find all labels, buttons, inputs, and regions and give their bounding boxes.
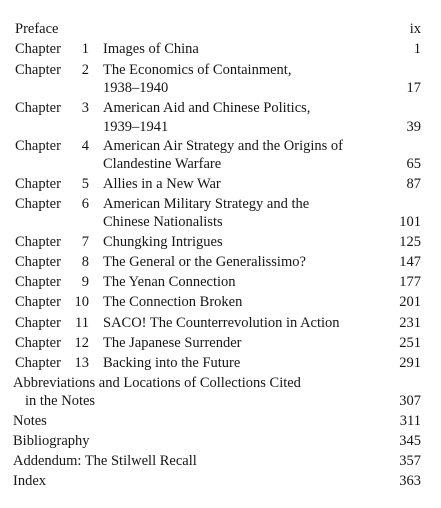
chapter-word: Chapter (15, 196, 61, 212)
chapter-title: Images of China (103, 41, 199, 57)
back-matter-title: Addendum: The Stilwell Recall (13, 453, 197, 469)
chapter-number: 9 (81, 274, 89, 290)
chapter-title: SACO! The Counterrevolution in Action (103, 315, 340, 331)
chapter-page-number: 87 (406, 176, 421, 192)
chapter-word: Chapter (15, 176, 61, 192)
chapter-page-number: 39 (406, 119, 421, 135)
toc-entry-chapter-6-continued (0, 213, 441, 231)
chapter-word: Chapter (15, 335, 61, 351)
chapter-number: 2 (81, 62, 89, 78)
toc-entry-chapter-6 (0, 195, 441, 213)
chapter-page-number: 231 (399, 315, 421, 331)
chapter-title-continued: 1939–1941 (103, 119, 169, 135)
chapter-title-continued: 1938–1940 (103, 80, 169, 96)
toc-entry-chapter-13 (0, 354, 441, 372)
chapter-page-number: 65 (406, 156, 421, 172)
toc-entry-chapter-2 (0, 61, 441, 79)
back-matter-title-continued: in the Notes (25, 393, 96, 409)
back-matter-title: Notes (13, 413, 47, 429)
chapter-number: 4 (81, 138, 89, 154)
chapter-number: 1 (81, 41, 89, 57)
toc-entry-chapter-7 (0, 233, 441, 251)
back-matter-page-number: 307 (399, 393, 421, 409)
toc-entry-chapter-5 (0, 175, 441, 193)
chapter-title: Chungking Intrigues (103, 234, 223, 250)
chapter-title: The Connection Broken (103, 294, 243, 310)
chapter-page-number: 147 (399, 254, 421, 270)
back-matter-page-number: 311 (399, 413, 421, 429)
chapter-word: Chapter (15, 315, 61, 331)
chapter-number: 5 (81, 176, 89, 192)
chapter-word: Chapter (15, 294, 61, 310)
chapter-title: American Air Strategy and the Origins of (103, 138, 343, 154)
chapter-number: 8 (81, 254, 89, 270)
chapter-page-number: 201 (399, 294, 421, 310)
chapter-number: 6 (81, 196, 89, 212)
toc-entry-index (0, 472, 441, 490)
back-matter-title: Abbreviations and Locations of Collections Cited (13, 375, 301, 391)
toc-entry-abbreviations-continued (0, 392, 441, 410)
toc-entry-chapter-12 (0, 334, 441, 352)
chapter-word: Chapter (15, 138, 61, 154)
chapter-page-number: 17 (406, 80, 421, 96)
toc-entry-chapter-4-continued (0, 155, 441, 173)
toc-entry-chapter-3 (0, 99, 441, 117)
chapter-title-continued: Chinese Nationalists (103, 214, 223, 230)
chapter-title: American Aid and Chinese Politics, (103, 100, 311, 116)
chapter-word: Chapter (15, 100, 61, 116)
back-matter-page-number: 345 (399, 433, 421, 449)
toc-entry-chapter-10 (0, 293, 441, 311)
preface-page-number: ix (409, 21, 421, 37)
chapter-word: Chapter (15, 234, 61, 250)
back-matter-page-number: 357 (399, 453, 421, 469)
chapter-number: 12 (74, 335, 89, 351)
chapter-title: American Military Strategy and the (103, 196, 310, 212)
preface-label: Preface (15, 21, 59, 37)
chapter-title-continued: Clandestine Warfare (103, 156, 222, 172)
toc-entry-chapter-3-continued (0, 118, 441, 136)
chapter-number: 11 (75, 315, 89, 331)
chapter-word: Chapter (15, 254, 61, 270)
chapter-word: Chapter (15, 41, 61, 57)
toc-entry-chapter-4 (0, 137, 441, 155)
chapter-number: 3 (81, 100, 89, 116)
chapter-word: Chapter (15, 62, 61, 78)
chapter-title: The Economics of Containment, (103, 62, 292, 78)
chapter-title: Allies in a New War (103, 176, 221, 192)
chapter-page-number: 1 (413, 41, 421, 57)
toc-entry-preface (0, 20, 441, 38)
chapter-word: Chapter (15, 274, 61, 290)
back-matter-title: Index (13, 473, 47, 489)
chapter-number: 7 (81, 234, 89, 250)
chapter-title: The Japanese Surrender (103, 335, 242, 351)
toc-entry-chapter-1 (0, 40, 441, 58)
chapter-page-number: 101 (399, 214, 421, 230)
chapter-page-number: 251 (399, 335, 421, 351)
toc-entry-chapter-9 (0, 273, 441, 291)
back-matter-title: Bibliography (13, 433, 90, 449)
chapter-page-number: 291 (399, 355, 421, 371)
chapter-title: The Yenan Connection (103, 274, 236, 290)
chapter-word: Chapter (15, 355, 61, 371)
chapter-number: 10 (74, 294, 89, 310)
chapter-title: The General or the Generalissimo? (103, 254, 306, 270)
toc-entry-abbreviations (0, 374, 441, 392)
toc-entry-chapter-11 (0, 314, 441, 332)
toc-entry-bibliography (0, 432, 441, 450)
chapter-number: 13 (74, 355, 89, 371)
chapter-page-number: 125 (399, 234, 421, 250)
toc-entry-chapter-2-continued (0, 79, 441, 97)
toc-entry-notes (0, 412, 441, 430)
toc-entry-chapter-8 (0, 253, 441, 271)
back-matter-page-number: 363 (399, 473, 421, 489)
toc-entry-addendum (0, 452, 441, 470)
chapter-title: Backing into the Future (103, 355, 241, 371)
chapter-page-number: 177 (399, 274, 421, 290)
